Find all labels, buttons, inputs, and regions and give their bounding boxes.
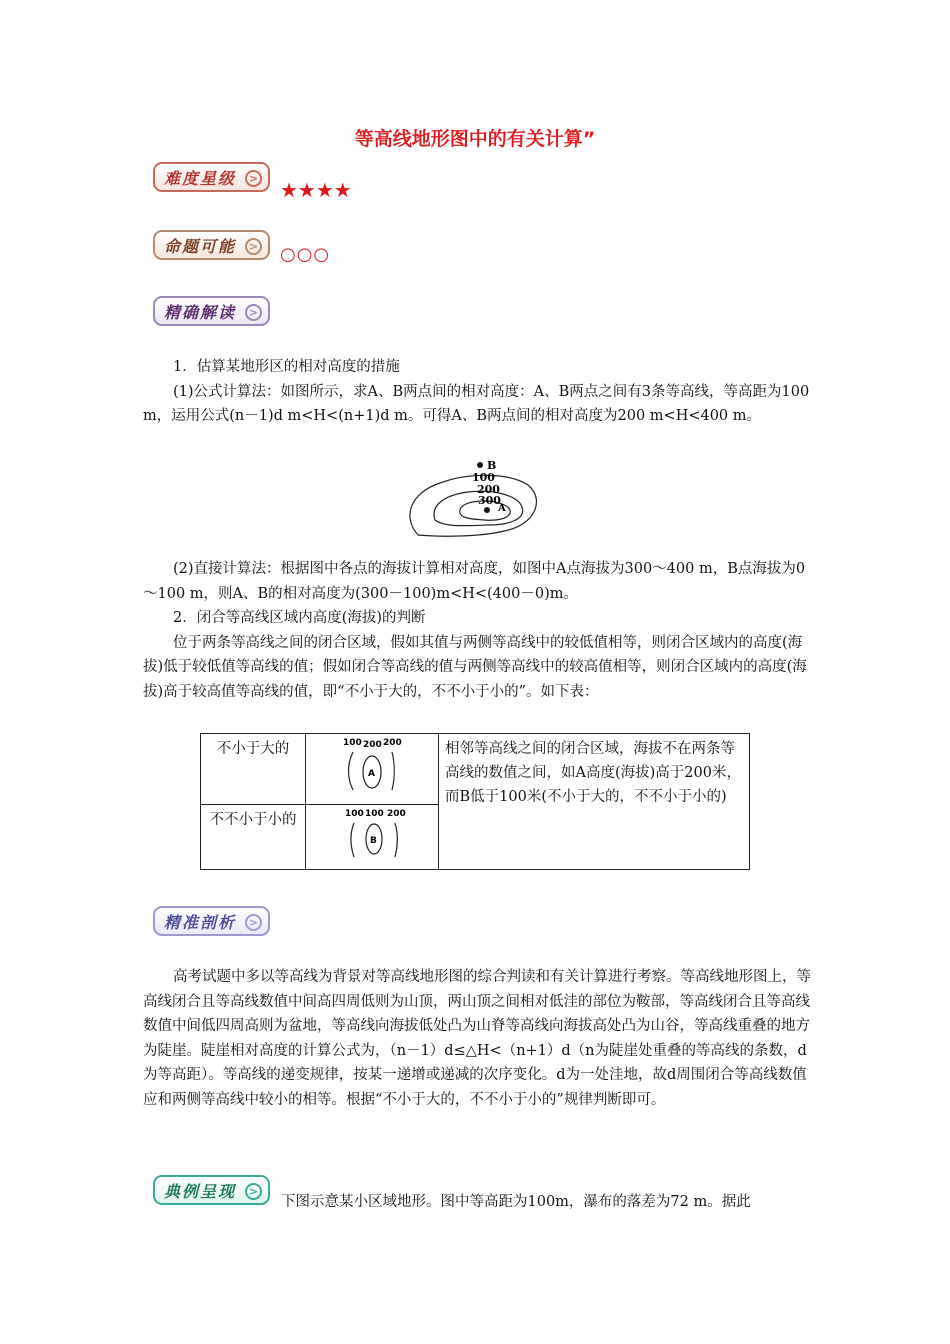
example-text: 下图示意某小区域地形。图中等高距为100m，瀑布的落差为72 m。据此 <box>281 1194 751 1210</box>
arrow-circle-icon: > <box>245 170 262 187</box>
fig1-label-100: 100 <box>343 738 362 748</box>
analysis-section <box>143 965 811 1112</box>
difficulty-badge <box>153 162 270 192</box>
contour-300-label: 300 <box>478 494 501 507</box>
section2-heading: 2．闭合等高线区域内高度(海拔)的判断 <box>173 610 426 626</box>
contour-200-label: 200 <box>477 483 500 496</box>
point-a-label: A <box>498 503 506 514</box>
fig1-label-200b: 200 <box>383 738 402 748</box>
fig1-point-a: A <box>368 769 375 779</box>
analysis-badge-label: 精确解读 <box>164 302 237 322</box>
section1 <box>143 355 811 429</box>
section2-paragraph: 位于两条等高线之间的闭合区域，假如其值与两侧等高线中的较低值相等，则闭合区域内的高度(海拔)低于较低值等高线的值；假如闭合等高线的值与两侧等高线中的较高值相等，则闭合区域内的高度(海拔)高于较高值等高线的值，即“不小于大的，不不小于小的”。如下表： <box>143 634 807 700</box>
contour-100-label: 100 <box>472 471 495 484</box>
precise-analysis-badge-label: 精准剖析 <box>164 912 237 932</box>
arrow-circle-icon: > <box>245 304 262 321</box>
difficulty-stars: ★★★★ <box>280 178 352 202</box>
difficulty-badge-label: 难度星级 <box>164 168 237 188</box>
section1-paragraph-1: (1)公式计算法：如图所示，求A、B两点间的相对高度：A、B两点之间有3条等高线，等高距为100 m，运用公式(n－1)d m<H<(n+1)d m。可得A、B两点间的相对高度为200 m<H<400 m。 <box>143 383 810 424</box>
fig1-label-200a: 200 <box>363 740 382 750</box>
point-b-label: B <box>487 459 497 472</box>
example-badge-label: 典例呈现 <box>164 1181 237 1201</box>
analysis-badge <box>153 296 270 326</box>
table-row1-figure <box>306 734 439 805</box>
section1-heading: 1．估算某地形区的相对高度的措施 <box>173 359 400 375</box>
table-row2-figure <box>306 805 439 870</box>
arrow-circle-icon: > <box>245 914 262 931</box>
table-description: 相邻等高线之间的闭合区域，海拔不在两条等高线的数值之间，如A高度(海拔)高于200米，而B低于100米(不小于大的，不不小于小的) <box>439 734 750 870</box>
example-badge <box>153 1175 270 1205</box>
contour-figure <box>400 455 550 545</box>
arrow-circle-icon: > <box>245 238 262 255</box>
analysis-paragraph: 高考试题中多以等高线为背景对等高线地形图的综合判读和有关计算进行考察。等高线地形图上，等高线闭合且等高线数值中间高四周低则为山顶，两山顶之间相对低洼的部位为鞍部，等高线闭合且等高线数值中间低四周高则为盆地，等高线向海拔低处凸为山脊等高线向海拔高处凸为山谷，等高线重叠的地方为陡崖。陡崖相对高度的计算公式为，（n－1）d≤△H<（n+1）d（n为陡崖处重叠的等高线的条数，d为等高距）。等高线的递变规律，按某一递增或递减的次序变化。d为一处洼地，故d周围闭合等高线数值应和两侧等高线中较小的相等。根据“不小于大的，不不小于小的”规律判断即可。 <box>143 969 811 1108</box>
section1-2 <box>143 557 811 704</box>
fig2-point-b: B <box>370 836 377 846</box>
likelihood-badge <box>153 230 270 260</box>
fig2-label-200: 200 <box>387 809 406 819</box>
likelihood-circles: ○○○ <box>280 244 331 265</box>
likelihood-badge-label: 命题可能 <box>164 236 237 256</box>
contour-table <box>200 733 750 870</box>
table-row2-label: 不不小于小的 <box>201 805 306 870</box>
page-title: 等高线地形图中的有关计算” <box>354 128 596 150</box>
table-row1-label: 不小于大的 <box>201 734 306 805</box>
section1-paragraph-2: (2)直接计算法：根据图中各点的海拔计算相对高度，如图中A点海拔为300～400 m，B点海拔为0～100 m，则A、B的相对高度为(300－100)m<H<(400－0)m。 <box>143 561 806 602</box>
fig2-label-100b: 100 <box>365 809 384 819</box>
arrow-circle-icon: > <box>245 1183 262 1200</box>
precise-analysis-badge <box>153 906 270 936</box>
fig2-label-100a: 100 <box>345 809 364 819</box>
